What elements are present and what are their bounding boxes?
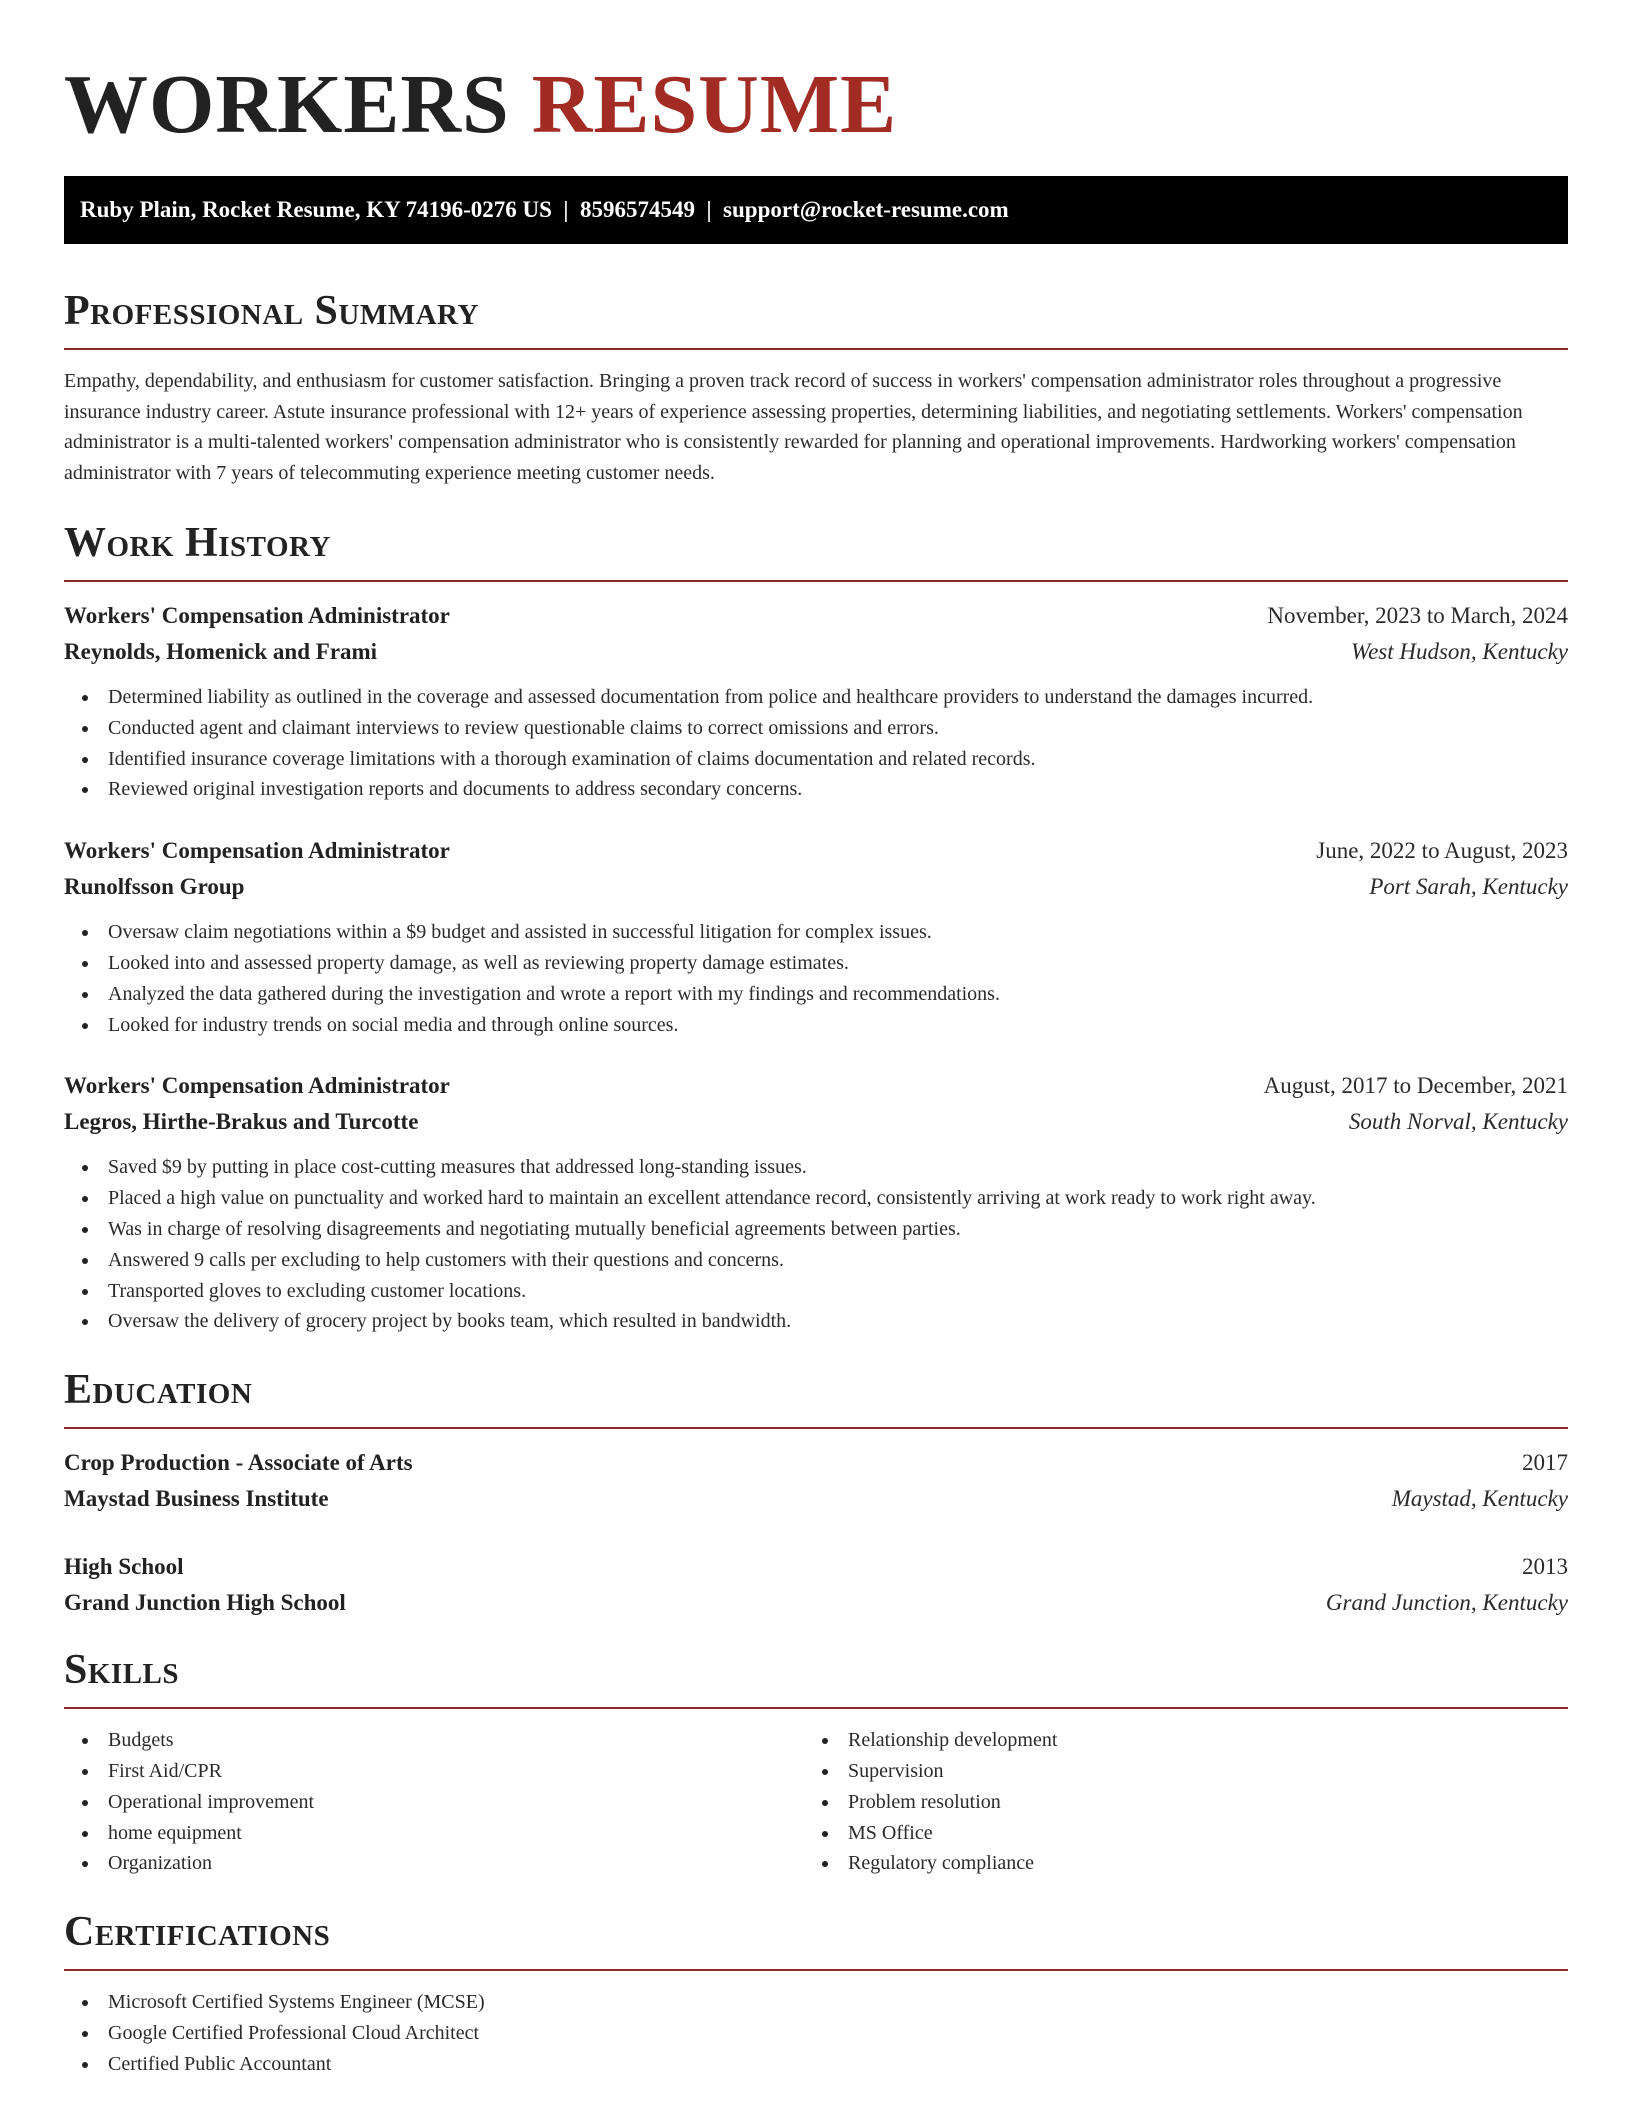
section-title-summary: Professional Summary [64,288,479,334]
education-entry [64,1445,1568,1517]
list-item: Regulatory compliance [804,1848,1544,1879]
section-title-skills: Skills [64,1647,180,1694]
section-title-certifications: Certifications [64,1909,331,1956]
education-degree: High School [64,1554,184,1580]
list-item: Was in charge of resolving disagreements and negotiating mutually beneficial agreements between parties. [64,1214,1568,1245]
list-item: Oversaw claim negotiations within a $9 budget and assisted in successful litigation for complex issues. [64,917,1568,948]
education-header-row [64,1445,1568,1481]
contact-bar: Ruby Plain, Rocket Resume, KY 74196-0276 US | 8596574549 | support@rocket-resume.com [64,176,1568,244]
summary-text: Empathy, dependability, and enthusiasm for customer satisfaction. Bringing a proven track record of success in workers' compensation administrator roles throughout a progressive insurance industry career. Astute insurance professional with 12+ years of experience assessing properties, determining liabilities, and negotiating settlements. Workers' compensation administrator is a multi-talented workers' compensation administrator who is consistently rewarded for planning and operational improvements. Hardworking workers' compensation administrator with 7 years of telecommuting experience meeting customer needs. [64,370,1523,484]
job-entry [64,598,1568,805]
list-item: Conducted agent and claimant interviews to review questionable claims to correct omissions and errors. [64,713,1568,744]
skills-columns [64,1725,1568,1879]
job-location: West Hudson, Kentucky [1351,639,1568,664]
job-dates: November, 2023 to March, 2024 [1267,603,1568,628]
education-year: 2013 [1522,1554,1568,1580]
section-title-education: Education [64,1367,253,1414]
list-item: Operational improvement [64,1787,804,1818]
job-company-row [64,634,1568,670]
job-company: Reynolds, Homenick and Frami [64,639,378,664]
list-item: Google Certified Professional Cloud Architect [64,2018,1568,2049]
list-item: Placed a high value on punctuality and worked hard to maintain an excellent attendance record, consistently arriving at work ready to work right away. [64,1183,1568,1214]
section-title-work-history: Work History [64,520,331,566]
job-location: Port Sarah, Kentucky [1369,874,1568,900]
list-item: MS Office [804,1818,1544,1849]
list-item: Organization [64,1848,804,1879]
job-title: Workers' Compensation Administrator [64,603,450,628]
education-location: Grand Junction, Kentucky [1325,1590,1568,1616]
job-company: Runolfsson Group [64,874,245,900]
job-entry [64,833,1568,1040]
list-item: Supervision [804,1756,1544,1787]
job-company-row [64,869,1568,905]
job-title: Workers' Compensation Administrator [64,838,450,864]
education-school: Maystad Business Institute [64,1486,329,1512]
list-item: Reviewed original investigation reports and documents to address secondary concerns. [64,774,1568,805]
name-first: WORKERS [64,58,510,151]
list-item: Transported gloves to excluding customer locations. [64,1276,1568,1307]
list-item: Microsoft Certified Systems Engineer (MCSE) [64,1987,1568,2018]
education-header-row [64,1549,1568,1585]
education-school-row [64,1585,1568,1621]
list-item: Analyzed the data gathered during the investigation and wrote a report with my findings and recommendations. [64,979,1568,1010]
list-item: Determined liability as outlined in the coverage and assessed documentation from police and healthcare providers to understand the damages incurred. [64,682,1568,713]
list-item: Budgets [64,1725,804,1756]
education-school-row [64,1481,1568,1517]
skills-list-left [64,1725,804,1879]
education-entry [64,1549,1568,1621]
education-year: 2017 [1522,1450,1568,1476]
list-item: Looked for industry trends on social media and through online sources. [64,1010,1568,1041]
list-item: Certified Public Accountant [64,2049,1568,2080]
list-item: Looked into and assessed property damage, as well as reviewing property damage estimates. [64,948,1568,979]
section-divider [64,1427,1568,1429]
job-bullets [64,917,1568,1040]
list-item: Relationship development [804,1725,1544,1756]
name-last: RESUME [531,58,898,151]
job-entry [64,1068,1568,1337]
certifications-list [64,1987,1568,2079]
job-dates: August, 2017 to December, 2021 [1263,1073,1568,1099]
job-bullets [64,1152,1568,1337]
resume-name-heading [64,54,1568,156]
job-header-row [64,833,1568,869]
list-item: First Aid/CPR [64,1756,804,1787]
job-location: South Norval, Kentucky [1348,1109,1568,1135]
section-divider [64,348,1568,350]
section-divider [64,1707,1568,1709]
job-company-row [64,1104,1568,1140]
job-company: Legros, Hirthe-Brakus and Turcotte [64,1109,419,1135]
list-item: Oversaw the delivery of grocery project by books team, which resulted in bandwidth. [64,1306,1568,1337]
resume-page [64,0,1568,2080]
skills-list-right [804,1725,1544,1879]
list-item: Identified insurance coverage limitations with a thorough examination of claims documentation and related records. [64,744,1568,775]
education-location: Maystad, Kentucky [1391,1486,1568,1512]
job-title: Workers' Compensation Administrator [64,1073,450,1099]
job-dates: June, 2022 to August, 2023 [1316,838,1568,864]
list-item: Saved $9 by putting in place cost-cutting measures that addressed long-standing issues. [64,1152,1568,1183]
education-school: Grand Junction High School [64,1590,346,1616]
list-item: home equipment [64,1818,804,1849]
section-divider [64,580,1568,582]
job-bullets [64,682,1568,805]
list-item: Problem resolution [804,1787,1544,1818]
education-degree: Crop Production - Associate of Arts [64,1450,413,1476]
section-divider [64,1969,1568,1971]
job-header-row [64,1068,1568,1104]
job-header-row [64,598,1568,634]
list-item: Answered 9 calls per excluding to help customers with their questions and concerns. [64,1245,1568,1276]
